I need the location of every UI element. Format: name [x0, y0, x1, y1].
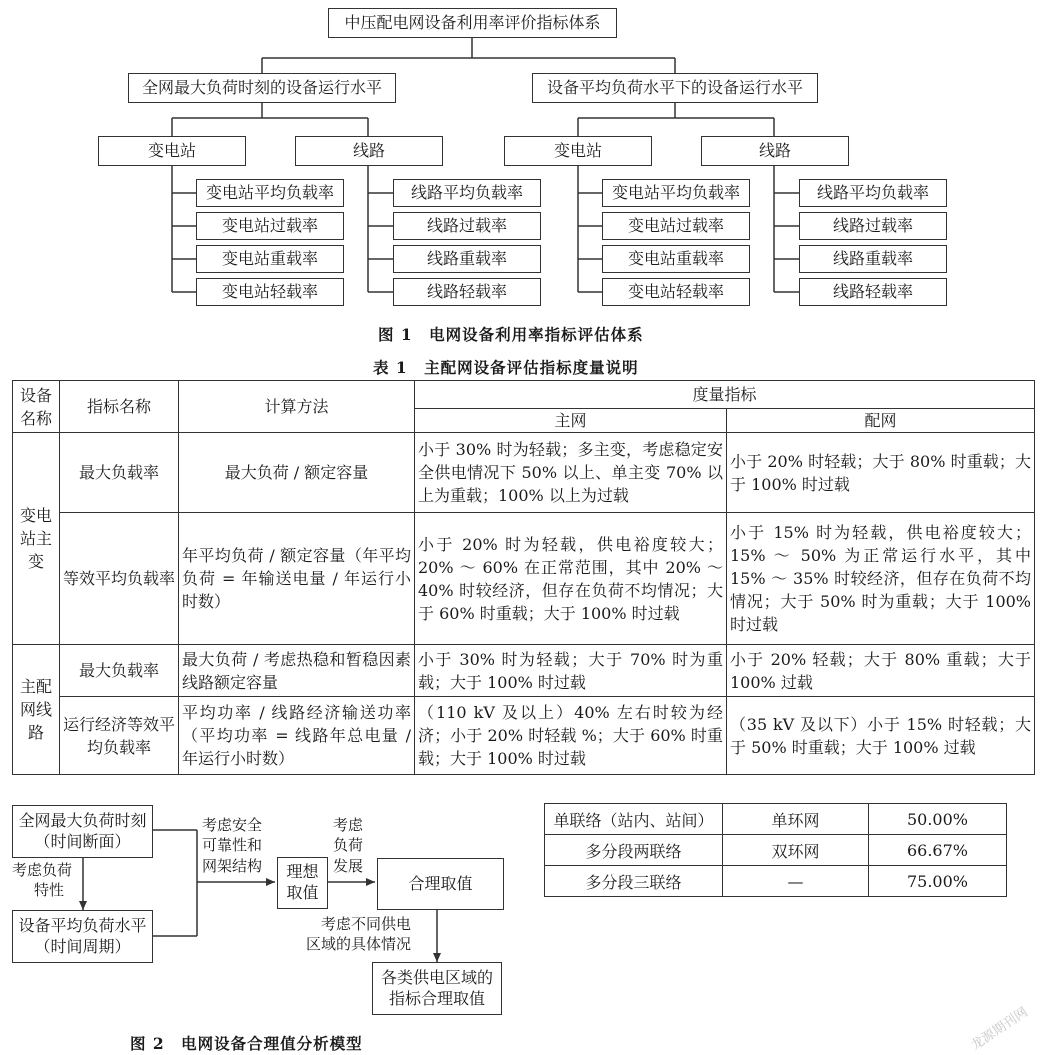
right-line-item: 线路重载率 [799, 245, 947, 273]
right-substation-node: 变电站 [504, 136, 652, 166]
left-substation-node: 变电站 [98, 136, 246, 166]
header-dist-grid: 配网 [727, 409, 1035, 433]
peak-load-line1: 全网最大负荷时刻 [18, 810, 147, 830]
indicator-cell: 等效平均负载率 [60, 513, 179, 645]
right-substation-item: 变电站轻载率 [602, 278, 750, 306]
safety-label-line2: 可靠性和 [202, 836, 263, 855]
connection-type: 单联络（站内、站间） [545, 804, 723, 835]
indicator-cell: 最大负载率 [60, 645, 179, 697]
method-cell: 平均功率 / 线路经济输送功率（平均功率 = 线路年总电量 / 年运行小时数） [179, 697, 415, 775]
avg-load-line1: 设备平均负荷水平 [18, 915, 147, 935]
left-line-item: 线路过载率 [393, 212, 541, 240]
table1-caption: 表 1 主配网设备评估指标度量说明 [373, 358, 639, 377]
ideal-line1: 理想 [286, 862, 319, 882]
right-substation-item: 变电站过载率 [602, 212, 750, 240]
table-row [545, 804, 1007, 835]
right-substation-item: 变电站重载率 [602, 245, 750, 273]
indicator-table [12, 380, 1035, 775]
header-main-grid: 主网 [415, 409, 727, 433]
indicator-cell: 最大负载率 [60, 433, 179, 513]
table-row [545, 866, 1007, 897]
left-substation-item: 变电站平均负载率 [196, 179, 344, 207]
figure2-caption: 图 2 电网设备合理值分析模型 [130, 1034, 363, 1053]
left-substation-item: 变电站过载率 [196, 212, 344, 240]
method-cell: 最大负荷 / 额定容量 [179, 433, 415, 513]
reasonable-value-box: 合理取值 [377, 858, 504, 910]
dev-label-line3: 发展 [333, 856, 364, 875]
method-cell: 最大负荷 / 考虑热稳和暂稳因素线路额定容量 [179, 645, 415, 697]
right-line-node: 线路 [701, 136, 849, 166]
load-label-line2: 特性 [34, 881, 65, 900]
device-main-dist-line: 主配网线路 [13, 645, 60, 775]
left-substation-item: 变电站轻载率 [196, 278, 344, 306]
ring-type: — [723, 866, 869, 897]
ratio-value: 50.00% [869, 804, 1007, 835]
left-line-item: 线路重载率 [393, 245, 541, 273]
indicator-cell: 运行经济等效平均负载率 [60, 697, 179, 775]
dist-grid-metric: 小于 20% 轻载；大于 80% 重载；大于 100% 过载 [727, 645, 1035, 697]
ratio-value: 75.00% [869, 866, 1007, 897]
header-device-name: 设备名称 [13, 381, 60, 433]
right-line-item: 线路轻载率 [799, 278, 947, 306]
final-line2: 指标合理取值 [388, 988, 485, 1008]
root-node: 中压配电网设备利用率评价指标体系 [328, 8, 617, 38]
ratio-value: 66.67% [869, 835, 1007, 866]
branch-peak-load: 全网最大负荷时刻的设备运行水平 [128, 73, 396, 103]
ideal-value-box [277, 857, 328, 909]
main-grid-metric: （110 kV 及以上）40% 左右时较为经济；小于 20% 时轻载 %；大于 60% 时重载；大于 100% 时过载 [415, 697, 727, 775]
ideal-line2: 取值 [286, 883, 319, 902]
peak-load-line2: （时间断面） [34, 831, 131, 851]
left-line-node: 线路 [295, 136, 443, 166]
average-load-box [12, 910, 153, 963]
method-cell: 年平均负荷 / 额定容量（年平均负荷 = 年输送电量 / 年运行小时数） [179, 513, 415, 645]
table-row [545, 835, 1007, 866]
right-substation-item: 变电站平均负载率 [602, 179, 750, 207]
branch-average-load: 设备平均负荷水平下的设备运行水平 [532, 73, 818, 103]
ring-type: 单环网 [723, 804, 869, 835]
load-development-label [333, 815, 363, 876]
main-grid-metric: 小于 30% 时为轻载；大于 70% 时为重载；大于 100% 时过载 [415, 645, 727, 697]
dist-grid-metric: 小于 20% 时轻载；大于 80% 时重载；大于 100% 时过载 [727, 433, 1035, 513]
figure1-caption: 图 1 电网设备利用率指标评估体系 [378, 325, 644, 344]
region-label-line2: 区域的具体情况 [306, 935, 412, 954]
connection-type: 多分段三联络 [545, 866, 723, 897]
safety-label-line3: 网架结构 [202, 856, 263, 875]
left-substation-item: 变电站重载率 [196, 245, 344, 273]
avg-load-line2: （时间周期） [34, 936, 131, 956]
dist-grid-metric: （35 kV 及以下）小于 15% 时轻载；大于 50% 时重载；大于 100% 过载 [727, 697, 1035, 775]
main-grid-metric: 小于 30% 时为轻载；多主变，考虑稳定安全供电情况下 50% 以上、单主变 70% 以上为重载；100% 以上为过载 [415, 433, 727, 513]
main-grid-metric: 小于 20% 时为轻载，供电裕度较大；20% ～ 60% 在正常范围，其中 20% ～ 40% 时较经济，但存在负荷不均情况；大于 60% 时重载；大于 100% 时过载 [415, 513, 727, 645]
region-label-line1: 考虑不同供电 [321, 915, 412, 933]
header-metric: 度量指标 [415, 381, 1035, 409]
final-value-box [372, 962, 502, 1015]
safety-label-line1: 考虑安全 [202, 816, 263, 834]
device-substation-transformer: 变电站主变 [13, 433, 60, 645]
peak-load-box [12, 805, 153, 858]
load-characteristics-label [12, 860, 72, 901]
load-label-line1: 考虑负荷 [12, 861, 73, 879]
header-calc-method: 计算方法 [179, 381, 415, 433]
left-line-item: 线路平均负载率 [393, 179, 541, 207]
ring-network-table [544, 803, 1007, 897]
left-line-item: 线路轻载率 [393, 278, 541, 306]
dev-label-line2: 负荷 [333, 836, 364, 855]
ring-type: 双环网 [723, 835, 869, 866]
connection-type: 多分段两联络 [545, 835, 723, 866]
final-line1: 各类供电区域的 [380, 967, 493, 987]
dist-grid-metric: 小于 15% 时为轻载，供电裕度较大；15% ～ 50% 为正常运行水平，其中 15% ～ 35% 时较经济，但存在负荷不均情况；大于 50% 时为重载；大于 100% 时过载 [727, 513, 1035, 645]
safety-label [202, 815, 262, 876]
region-label [306, 914, 411, 955]
watermark: 龙源期刊网 [968, 1004, 1031, 1054]
dev-label-line1: 考虑 [333, 816, 364, 834]
header-indicator-name: 指标名称 [60, 381, 179, 433]
right-line-item: 线路平均负载率 [799, 179, 947, 207]
right-line-item: 线路过载率 [799, 212, 947, 240]
